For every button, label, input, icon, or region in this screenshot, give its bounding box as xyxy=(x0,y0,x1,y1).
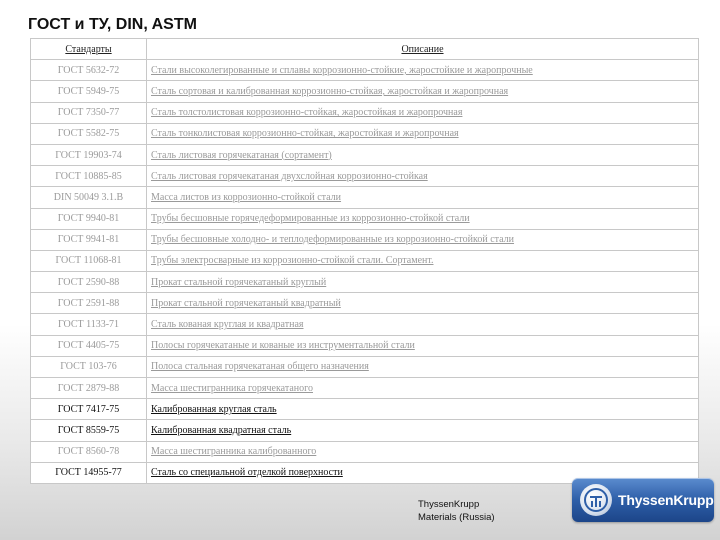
table-row xyxy=(31,356,699,377)
standard-description: Сталь листовая горячекатаная (сортамент) xyxy=(147,144,699,165)
standard-description: Сталь тонколистовая коррозионно-стойкая, жаростойкая и жаропрочная xyxy=(147,123,699,144)
table-row xyxy=(31,187,699,208)
table-body xyxy=(31,60,699,484)
table-row xyxy=(31,81,699,102)
logo-text: ThyssenKrupp xyxy=(618,492,714,508)
table-row xyxy=(31,123,699,144)
standard-description: Трубы бесшовные холодно- и теплодеформированные из коррозионно-стойкой стали xyxy=(147,229,699,250)
standard-code: ГОСТ 2879-88 xyxy=(31,378,147,399)
standard-code: ГОСТ 10885-85 xyxy=(31,166,147,187)
table-row xyxy=(31,335,699,356)
standard-description: Прокат стальной горячекатаный квадратный xyxy=(147,293,699,314)
standard-code: ГОСТ 14955-77 xyxy=(31,462,147,483)
company-caption xyxy=(418,498,495,524)
table-row xyxy=(31,166,699,187)
company-name: ThyssenKrupp xyxy=(418,499,480,510)
table-row xyxy=(31,60,699,81)
table-row xyxy=(31,441,699,462)
standard-description: Сталь сортовая и калиброванная коррозионно-стойкая, жаростойкая и жаропрочная xyxy=(147,81,699,102)
standard-code: ГОСТ 7350-77 xyxy=(31,102,147,123)
company-division: Materials (Russia) xyxy=(418,512,495,523)
standard-code: ГОСТ 4405-75 xyxy=(31,335,147,356)
table-row xyxy=(31,378,699,399)
table-row xyxy=(31,102,699,123)
header-description: Описание xyxy=(147,39,699,60)
standard-code: DIN 50049 3.1.B xyxy=(31,187,147,208)
standard-description: Сталь кованая круглая и квадратная xyxy=(147,314,699,335)
standard-code: ГОСТ 9941-81 xyxy=(31,229,147,250)
standard-code: ГОСТ 103-76 xyxy=(31,356,147,377)
standard-code: ГОСТ 8559-75 xyxy=(31,420,147,441)
standard-description: Калиброванная круглая сталь xyxy=(147,399,699,420)
standard-code: ГОСТ 1133-71 xyxy=(31,314,147,335)
standard-code: ГОСТ 5582-75 xyxy=(31,123,147,144)
table-row xyxy=(31,293,699,314)
standards-table xyxy=(30,38,699,484)
standard-description: Трубы электросварные из коррозионно-стойкой стали. Сортамент. xyxy=(147,250,699,271)
table-row xyxy=(31,314,699,335)
table-row xyxy=(31,229,699,250)
table-row xyxy=(31,420,699,441)
standard-description: Масса шестигранника горячекатаного xyxy=(147,378,699,399)
table-row xyxy=(31,399,699,420)
standard-description: Сталь толстолистовая коррозионно-стойкая, жаростойкая и жаропрочная xyxy=(147,102,699,123)
standard-description: Калиброванная квадратная сталь xyxy=(147,420,699,441)
header-standards: Стандарты xyxy=(31,39,147,60)
standard-description: Прокат стальной горячекатаный круглый xyxy=(147,272,699,293)
standard-code: ГОСТ 2591-88 xyxy=(31,293,147,314)
standard-code: ГОСТ 2590-88 xyxy=(31,272,147,293)
standard-code: ГОСТ 7417-75 xyxy=(31,399,147,420)
standard-code: ГОСТ 9940-81 xyxy=(31,208,147,229)
thyssenkrupp-emblem-icon xyxy=(580,484,612,516)
standard-description: Сталь со специальной отделкой поверхности xyxy=(147,462,699,483)
standard-description: Масса шестигранника калиброванного xyxy=(147,441,699,462)
page-title: ГОСТ и ТУ, DIN, ASTM xyxy=(28,16,197,33)
standard-description: Сталь листовая горячекатаная двухслойная коррозионно-стойкая xyxy=(147,166,699,187)
standard-code: ГОСТ 11068-81 xyxy=(31,250,147,271)
table-row xyxy=(31,272,699,293)
standard-code: ГОСТ 19903-74 xyxy=(31,144,147,165)
standard-description: Полоса стальная горячекатаная общего назначения xyxy=(147,356,699,377)
standard-code: ГОСТ 8560-78 xyxy=(31,441,147,462)
standards-table-container xyxy=(30,38,698,484)
standard-description: Стали высоколегированные и сплавы коррозионно-стойкие, жаростойкие и жаропрочные xyxy=(147,60,699,81)
thyssenkrupp-logo xyxy=(572,478,714,522)
table-row xyxy=(31,250,699,271)
standard-description: Трубы бесшовные горячедеформированные из коррозионно-стойкой стали xyxy=(147,208,699,229)
standard-code: ГОСТ 5949-75 xyxy=(31,81,147,102)
table-row xyxy=(31,144,699,165)
standard-description: Полосы горячекатаные и кованые из инструментальной стали xyxy=(147,335,699,356)
standard-description: Масса листов из коррозионно-стойкой стали xyxy=(147,187,699,208)
standard-code: ГОСТ 5632-72 xyxy=(31,60,147,81)
table-header-row xyxy=(31,39,699,60)
table-row xyxy=(31,208,699,229)
